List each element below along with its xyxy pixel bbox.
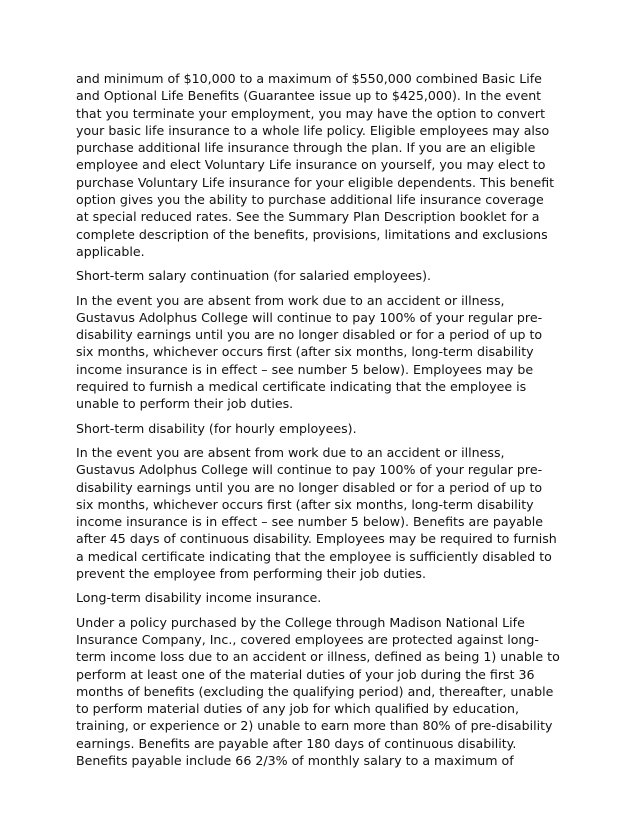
paragraph-long-term-disability: Under a policy purchased by the College through Madison National Life Insurance Company, Inc., covered employees are protected against long-term income loss due to an accident or illness, defined as being 1) unable to perform at least one of the material duties of your job during the first 36 months of benefits (excluding the qualifying period) and, thereafter, unable to perform material duties of any job for which qualified by education, training, or experience or 2) unable to earn more than 80% of pre-disability earnings. Benefits are payable after 180 days of continuous disability. Benefits payable include 66 2/3% of monthly salary to a maximum of <box>76 614 560 768</box>
heading-short-term-salary-continuation: Short-term salary continuation (for salaried employees). <box>76 268 432 284</box>
paragraph-life-insurance: and minimum of $10,000 to a maximum of $550,000 combined Basic Life and Optional Life Benefits (Guarantee issue up to $425,000). In the event that you terminate your employment, you may have the option to convert your basic life insurance to a whole life policy. Eligible employees may also purchase additional life insurance through the plan. If you are an eligible employee and elect Voluntary Life insurance on yourself, you may elect to purchase Voluntary Life insurance for your eligible dependents. This benefit option gives you the ability to purchase additional life insurance coverage at special reduced rates. See the Summary Plan Description booklet for a complete description of the benefits, provisions, limitations and exclusions applicable. <box>76 71 555 259</box>
heading-long-term-disability: Long-term disability income insurance. <box>76 590 322 606</box>
document-page <box>76 70 560 776</box>
paragraph-salary-continuation: In the event you are absent from work due to an accident or illness, Gustavus Adolphus College will continue to pay 100% of your regular pre-disability earnings until you are no longer disabled or for a period of up to six months, whichever occurs first (after six months, long-term disability income insurance is in effect – see number 5 below). Employees may be required to furnish a medical certificate indicating that the employee is unable to perform their job duties. <box>76 292 543 412</box>
paragraph-short-term-disability: In the event you are absent from work due to an accident or illness, Gustavus Adolphus College will continue to pay 100% of your regular pre-disability earnings until you are no longer disabled or for a period of up to six months, whichever occurs first (after six months, long-term disability income insurance is in effect – see number 5 below). Benefits are payable after 45 days of continuous disability. Employees may be required to furnish a medical certificate indicating that the employee is sufficiently disabled to prevent the employee from performing their job duties. <box>76 444 557 582</box>
heading-short-term-disability: Short-term disability (for hourly employees). <box>76 420 357 436</box>
